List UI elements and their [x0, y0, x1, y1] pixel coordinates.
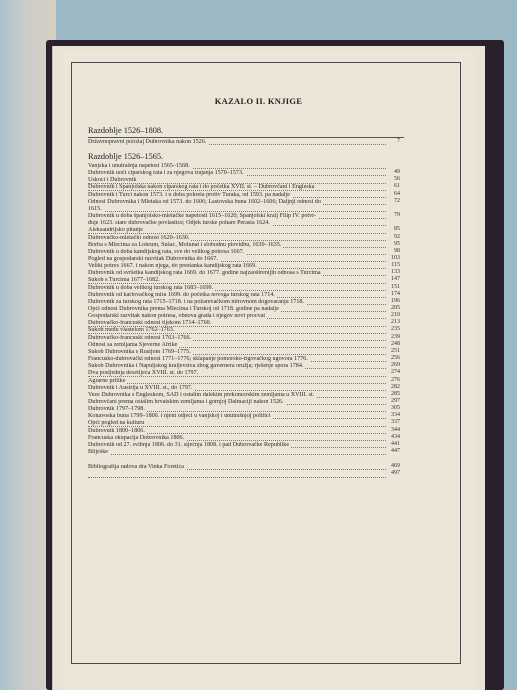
page-number: 447 [391, 448, 400, 454]
toc-entry-title: Opći pogled na kulturu [88, 420, 145, 427]
section-heading: Razdoblje 1526–1565. [88, 152, 164, 161]
toc-entry-title: Dubrovnik od karlovačkog mira 1699. do početka novoga turskog rata 1714. [88, 291, 275, 298]
page-number: 49 [394, 169, 400, 176]
toc-entry [88, 277, 404, 284]
leader-dots [88, 477, 386, 478]
toc-entry-title: Odnosi sa zemljama Sjeverne Afrike [88, 341, 178, 348]
toc-entry [88, 327, 404, 334]
toc-entry-title: Pogled na gospodarski razvitak Dubrovnika do 1667. [88, 255, 218, 262]
toc-entry-title: Francusko-dubrovački odnosi 1771–1776; sklapanje pomorsko-trgovačkog ugovora 1776. [88, 356, 308, 363]
toc-entry-title: Dubrovnik u doba španjolsko-mletačke napetosti 1615–1620; Španjolski kralj Filip IV. potvr- [88, 213, 317, 220]
toc-entry-title: Veze Dubrovnika s Engleskom, SAD i ostalim dalekim prekomorskim zemljama u XVIII. st. [88, 391, 315, 398]
toc-entry-title: Vanjska i unutrašnja napetost 1565–1568. [88, 163, 190, 169]
toc-entry [88, 170, 404, 177]
toc-entry-title: Dubrovnik i Turci nakon 1573. i u doba pokreta protiv Turaka, od 1593. pa nadalje [88, 191, 290, 198]
toc-entry-title: Dubrovačko-francuski odnosi 1763–1766. [88, 334, 192, 341]
toc-entry-title: Dubrovnik u doba kandijskog rata, sve do velikog potresa 1667. [88, 248, 245, 255]
page-number: 256 [391, 355, 400, 362]
toc-entry-title: Bilješke [88, 449, 108, 455]
page-number: 64 [394, 190, 400, 197]
toc-entry-title: Dubrovnik u doba velikog turskog rata 1683–1699. [88, 284, 214, 291]
toc-entry [88, 320, 404, 327]
page-number: 469 [391, 463, 400, 470]
page-number: 441 [391, 440, 400, 447]
page-number: 334 [391, 412, 400, 419]
toc-entry-title: Dubrovnik i Španjolska nakon ciparskog rata i do početka XVII. st. – Dubrovčani i Engleska [88, 184, 315, 191]
leader-dots [88, 454, 386, 455]
toc-entry [88, 206, 404, 213]
toc-entry [88, 177, 404, 184]
toc-entry [88, 335, 404, 342]
page-number: 337 [391, 419, 400, 426]
toc-entry-title: Konavoska buna 1799–1800. i njeni odjeci u vanjskoj i unutrašnjoj politici [88, 413, 271, 420]
toc-entry [88, 192, 404, 199]
toc-entry-title: Aleksandrijsko pitanje [88, 227, 144, 234]
toc-entry [88, 449, 404, 456]
toc-entry [88, 299, 404, 306]
toc-entry-title: đuje 1623. stare dubrovačke povlastice; Odjek turske pohare Perasta 1624. [88, 220, 270, 227]
toc-entry-title: 1615. [88, 205, 102, 212]
page-number: 274 [391, 369, 400, 376]
toc-entry-title: Dubrovnik od 27. svibnja 1806. do 31. siječnja 1808. i pad Dubrovačke Republike [88, 441, 290, 448]
page-number: 92 [394, 233, 400, 240]
toc-entry [88, 399, 404, 406]
page-number: 251 [391, 347, 400, 354]
toc-entry-title: Dubrovačko-francuski odnosi tijekom 1714–1760. [88, 320, 212, 327]
page-number: 344 [391, 426, 400, 433]
page-number: 248 [391, 340, 400, 347]
toc-entry-title [88, 471, 90, 477]
page-number: 205 [391, 305, 400, 311]
page-number: 61 [394, 183, 400, 190]
page-number: 210 [391, 312, 400, 319]
toc-entry [88, 342, 404, 349]
toc-entry-title: Dubrovnik 1800–1806. [88, 427, 145, 434]
toc-entry-title: Gospodarski razvitak nakon potresa, obnova grada i njegov novi procvat [88, 313, 266, 320]
toc-entry [88, 420, 404, 427]
page-number: 196 [391, 297, 400, 304]
page-number: 79 [394, 212, 400, 219]
page-number: 497 [391, 470, 400, 477]
toc-entry [88, 227, 404, 234]
page-number: 95 [394, 240, 400, 247]
toc-entry-title: Bibliografija radova dra Vinka Foretića [88, 464, 184, 471]
page-number: 269 [391, 362, 400, 369]
toc-entry [88, 242, 404, 249]
section-heading: Razdoblje 1526–1808. [88, 126, 164, 135]
toc-entry [88, 392, 404, 399]
toc-entry-title: Dubrovnik uoči ciparskog rata i za njegova trajanja 1570–1573. [88, 170, 244, 177]
page-number: 276 [391, 376, 400, 383]
page-number: 133 [391, 269, 400, 276]
toc-entry [88, 313, 404, 320]
page-number: 151 [391, 283, 400, 290]
page-number: 213 [391, 319, 400, 326]
page-number: 285 [391, 390, 400, 397]
page-number: 297 [391, 397, 400, 404]
toc-entry-title: Uskoci i Dubrovnik [88, 177, 137, 184]
page-number: 98 [394, 247, 400, 254]
toc-entry [88, 292, 404, 299]
divider [88, 137, 404, 138]
page-number: 85 [394, 226, 400, 233]
toc-entry-title: Sukob među vlastelom 1762–1763. [88, 327, 175, 334]
toc-entry [88, 220, 404, 227]
toc-entry [88, 413, 404, 420]
toc-entry-title: Sukob Dubrovnika s Rusijom 1769–1775. [88, 348, 191, 355]
toc-entry-title: Dubrovnik za turskog rata 1715–1718. i na požarevačkom mirovnom dogovaranju 1718. [88, 298, 304, 305]
page-number: 103 [391, 254, 400, 261]
toc-entry [88, 263, 404, 270]
toc-entry-title: Veliki potres 1667. i nakon njega, do prestanka kandijskog rata 1669. [88, 263, 257, 270]
toc-entry [88, 306, 404, 313]
page-number: 56 [394, 176, 400, 183]
leader-dots [88, 211, 386, 212]
toc-entry [88, 406, 404, 413]
toc-entry-title: Državnopravni položaj Dubrovnika nakon 1526. [88, 139, 207, 145]
toc-entry-title: Dubrovčani prema ostalim hrvatskim zemljama i gornjoj Dalmaciji nakon 1526. [88, 398, 284, 405]
toc-entry [88, 235, 404, 242]
toc-entry-title: Dubrovnik i Austrija u XVIII. st., do 1797. [88, 384, 193, 391]
page-number: 434 [391, 433, 400, 440]
page-number: 72 [394, 197, 400, 204]
page-number: 305 [391, 405, 400, 412]
toc-entry-title: Dubrovačko-mletački odnosi 1620–1630. [88, 234, 190, 241]
toc-entry-title: Sukob s Turcima 1677–1682. [88, 277, 160, 284]
toc-entry-title: Odnosi Dubrovnika i Mletaka od 1573. do 1606; Lastovska buna 1602–1606; Daljnji odnosi do [88, 198, 321, 205]
toc-entry [88, 199, 404, 206]
toc-entry-title: Borba s Mlecima za Lokrum, Sušac, Molunat i slobodnu plovidbu, 1630–1635. [88, 241, 282, 248]
toc-entry-title: Dubrovnik 1797–1798. [88, 406, 145, 413]
page-title: KAZALO II. KNJIGE [214, 96, 303, 106]
toc-entry [88, 256, 404, 263]
toc-entry [88, 184, 404, 191]
toc-entry-title: Dubrovnik od svršetka kandijskog rata 1669. do 1677. godine najzaoštrenijih odnosa s Turcima [88, 270, 321, 277]
toc-entry [88, 385, 404, 392]
toc-entry [88, 139, 404, 146]
toc-entry [88, 428, 404, 435]
page-number: 147 [391, 276, 400, 283]
toc-entry [88, 370, 404, 377]
page-number: 115 [391, 262, 400, 269]
toc-entry-title: Agrarne prilike [88, 377, 126, 384]
page-number: 174 [391, 290, 400, 297]
toc-entry [88, 213, 404, 220]
toc-entry [88, 464, 404, 471]
toc-entry [88, 356, 404, 363]
toc-entry [88, 471, 404, 478]
toc-entry-title: Opći odnosi Dubrovnika prema Mlecima i Turskoj od 1718. godine pa nadalje [88, 306, 279, 312]
toc-entry [88, 285, 404, 292]
toc-entry [88, 163, 404, 170]
leader-dots [88, 383, 386, 384]
toc-entry-title: Sukob Dubrovnika i Napuljskog kraljevstva zbog guvernera oružja; rješenje spora 1784. [88, 363, 304, 370]
toc-entry [88, 378, 404, 385]
toc-entry-title: Francuska okupacija Dubrovnika 1806. [88, 434, 185, 441]
toc-entry [88, 270, 404, 277]
toc-entry [88, 349, 404, 356]
toc-entry-title: Dva posljednja desetljeća XVIII. st. do 1797. [88, 370, 199, 377]
toc-entry [88, 435, 404, 442]
page-number: 235 [391, 326, 400, 333]
page-number: 7 [397, 138, 400, 144]
toc-entry [88, 249, 404, 256]
toc-entry [88, 363, 404, 370]
page-number: 282 [391, 383, 400, 390]
toc-entry [88, 442, 404, 449]
page-number: 239 [391, 333, 400, 340]
